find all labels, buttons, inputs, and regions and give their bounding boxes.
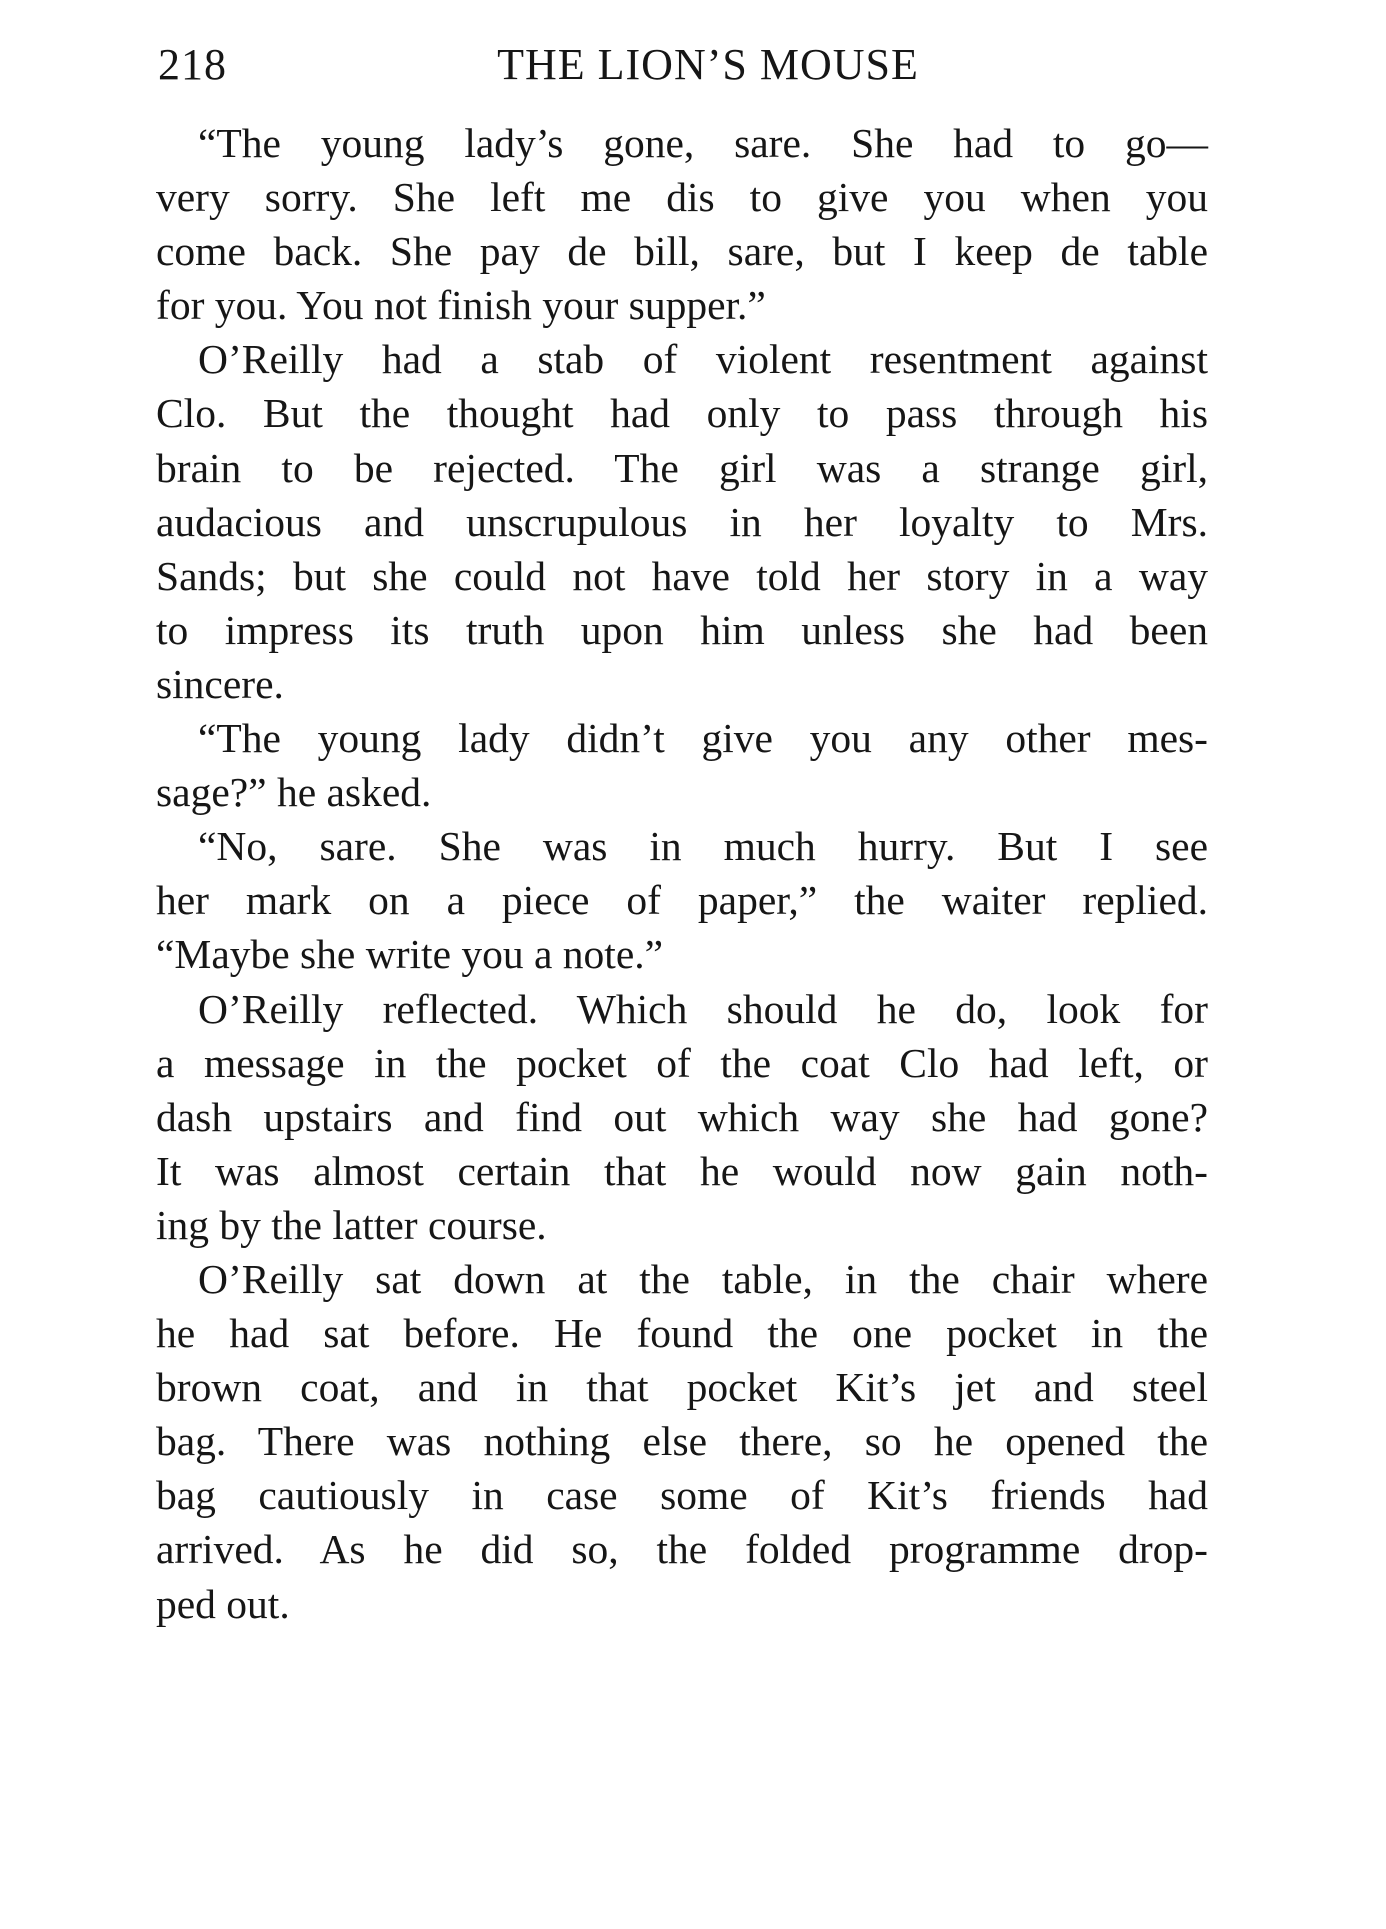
text-line: Sands; but she could not have told her story in a way — [156, 552, 1208, 599]
text-line: for you. You not finish your supper.” — [156, 282, 766, 329]
running-title: THE LION’S MOUSE — [497, 40, 919, 89]
page-number: 218 — [158, 40, 227, 89]
text-line: to impress its truth upon him unless she had been — [156, 606, 1208, 653]
text-line: ped out. — [156, 1580, 290, 1627]
text-line: Clo. But the thought had only to pass through his — [156, 390, 1208, 437]
paragraph — [156, 711, 1208, 819]
text-line: bag cautiously in case some of Kit’s friends had — [156, 1472, 1208, 1519]
text-line: brown coat, and in that pocket Kit’s jet and steel — [156, 1364, 1208, 1411]
text-line: “The young lady’s gone, sare. She had to go— — [198, 120, 1208, 166]
text-line: bag. There was nothing else there, so he opened the — [156, 1418, 1208, 1465]
text-line: “The young lady didn’t give you any other mes- — [198, 715, 1208, 762]
text-line: O’Reilly had a stab of violent resentment against — [198, 336, 1208, 383]
text-line: sincere. — [156, 660, 284, 707]
running-head — [158, 40, 1218, 90]
text-line: O’Reilly sat down at the table, in the chair where — [198, 1255, 1208, 1302]
text-line: dash upstairs and find out which way she had gone? — [156, 1093, 1208, 1140]
paragraph — [156, 116, 1208, 332]
text-line: arrived. As he did so, the folded programme drop- — [156, 1526, 1208, 1573]
paragraph — [156, 982, 1208, 1252]
text-line: her mark on a piece of paper,” the waiter replied. — [156, 877, 1208, 924]
text-line: It was almost certain that he would now gain noth- — [156, 1147, 1208, 1194]
paragraph — [156, 819, 1208, 981]
text-line: “Maybe she write you a note.” — [156, 931, 664, 978]
body-text — [156, 116, 1208, 1631]
text-line: he had sat before. He found the one pocket in the — [156, 1310, 1208, 1357]
text-line: brain to be rejected. The girl was a strange girl, — [156, 444, 1208, 491]
paragraph — [156, 332, 1208, 711]
text-line: ing by the latter course. — [156, 1201, 547, 1248]
text-line: very sorry. She left me dis to give you when you — [156, 174, 1208, 221]
text-line: a message in the pocket of the coat Clo had left, or — [156, 1039, 1208, 1086]
text-line: come back. She pay de bill, sare, but I keep de table — [156, 228, 1208, 275]
text-line: audacious and unscrupulous in her loyalty to Mrs. — [156, 498, 1208, 545]
text-line: sage?” he asked. — [156, 769, 432, 816]
text-line: O’Reilly reflected. Which should he do, look for — [198, 985, 1208, 1032]
paragraph — [156, 1252, 1208, 1631]
text-line: “No, sare. She was in much hurry. But I see — [198, 823, 1208, 870]
